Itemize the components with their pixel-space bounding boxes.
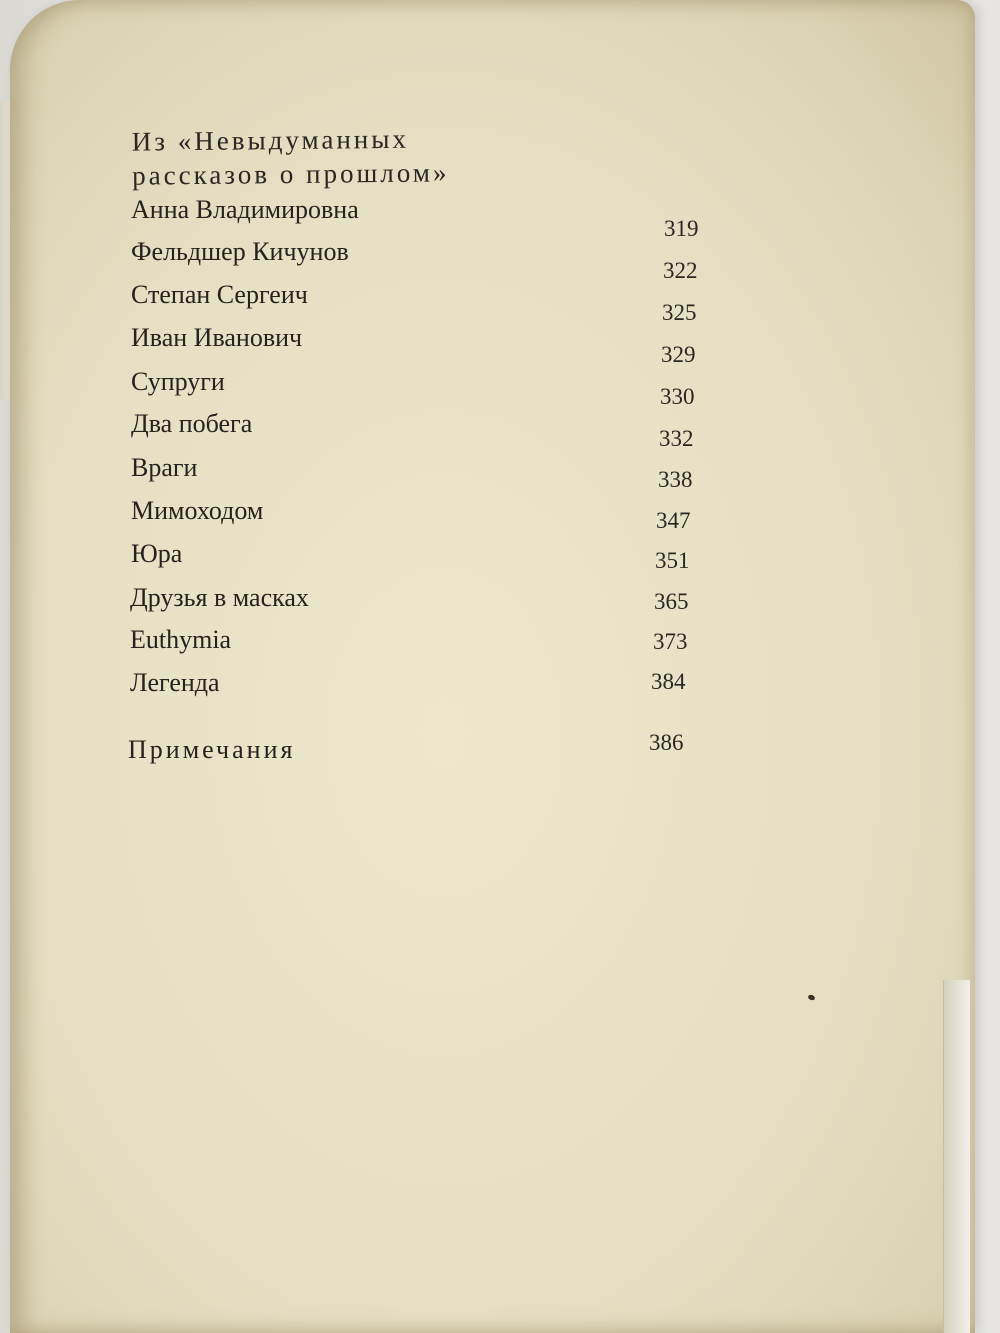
toc-entry-page: 384 xyxy=(651,669,686,694)
toc-entry-title: Euthymia xyxy=(130,625,232,654)
toc-entry-page: 330 xyxy=(660,384,695,409)
section-title-line1: Из «Невыдуманных xyxy=(131,123,410,157)
toc-entry-title: Враги xyxy=(131,453,198,482)
toc-entry-title: Мимоходом xyxy=(131,496,264,525)
toc-entry-title: Супруги xyxy=(131,367,225,396)
toc-entry-title: Анна Владимировна xyxy=(131,195,359,224)
toc-entry-page: 329 xyxy=(661,342,696,367)
toc-entry-page: 332 xyxy=(659,426,694,451)
toc-entry-title: Степан Сергеич xyxy=(131,280,308,309)
section-title-line2: рассказов о прошлом» xyxy=(132,157,450,191)
toc-entry-page: 351 xyxy=(655,548,690,573)
notes-page: 386 xyxy=(649,730,684,755)
toc-entry-title: Легенда xyxy=(130,668,220,697)
notes-title: Примечания xyxy=(128,735,296,764)
toc-entry-title: Юра xyxy=(131,539,183,568)
toc-entry-title: Иван Иванович xyxy=(131,323,303,352)
toc-entry-page: 373 xyxy=(653,629,688,654)
toc-entry-page: 347 xyxy=(656,508,691,533)
toc-entry-page: 325 xyxy=(662,300,697,325)
toc-entry-page: 338 xyxy=(658,467,693,492)
toc-entry-page: 319 xyxy=(664,216,699,241)
toc-entry-title: Друзья в масках xyxy=(130,583,309,612)
toc-entry-title: Два побега xyxy=(131,409,253,438)
toc-entry-page: 322 xyxy=(663,258,698,283)
section-title xyxy=(132,121,450,192)
toc-entry-title: Фельдшер Кичунов xyxy=(131,237,349,266)
toc-entry-page: 365 xyxy=(654,589,689,614)
